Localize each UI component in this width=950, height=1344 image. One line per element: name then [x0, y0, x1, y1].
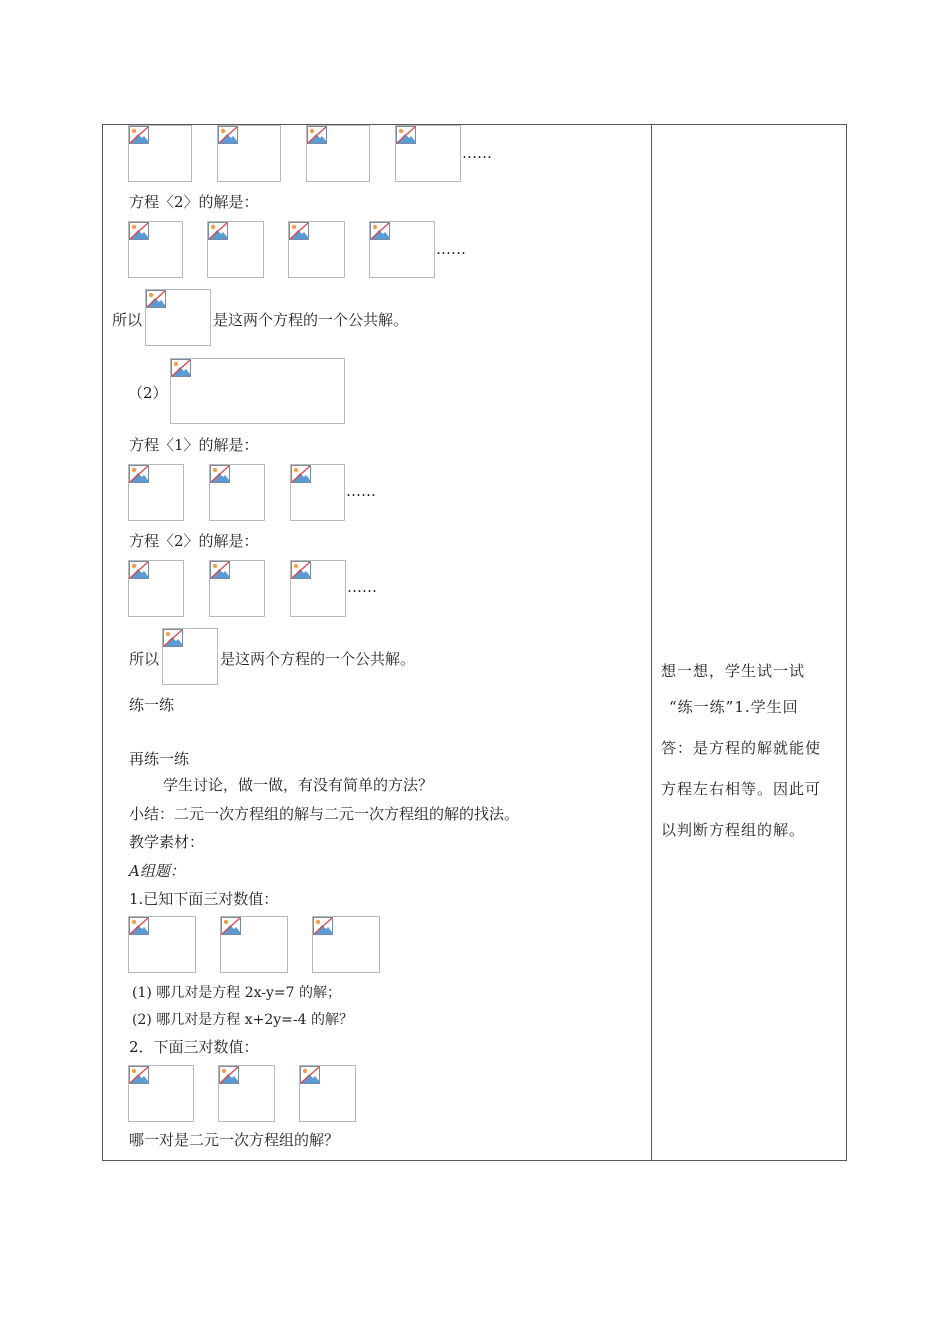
practice-again-heading: 再练一练 [129, 750, 190, 768]
formula-image [218, 1065, 275, 1122]
broken-image-icon [129, 561, 149, 579]
equation-1-solutions-label: 方程〈1〉的解是： [129, 436, 259, 454]
broken-image-icon [129, 917, 149, 935]
therefore-label: 所以 [112, 311, 143, 329]
common-solution-text: 是这两个方程的一个公共解。 [213, 311, 409, 329]
broken-image-icon [210, 465, 230, 483]
formula-image [312, 916, 380, 973]
formula-image [207, 221, 264, 278]
broken-image-icon [129, 465, 149, 483]
formula-image [128, 464, 184, 521]
question-1: 1.已知下面三对数值： [129, 890, 279, 908]
formula-image [220, 916, 288, 973]
broken-image-icon [129, 1066, 149, 1084]
equation-2-solutions-label: 方程〈2〉的解是： [129, 532, 259, 550]
formula-image [128, 125, 192, 182]
formula-image [162, 628, 218, 685]
broken-image-icon [289, 222, 309, 240]
broken-image-icon [370, 222, 390, 240]
broken-image-icon [307, 126, 327, 144]
question-1-part-1: (1) 哪几对是方程 2x-y=7 的解； [132, 985, 342, 1001]
common-solution-text: 是这两个方程的一个公共解。 [220, 650, 416, 668]
material-heading: 教学素材： [129, 833, 205, 851]
formula-image [209, 464, 265, 521]
ellipsis: …… [462, 144, 492, 162]
broken-image-icon [146, 290, 166, 308]
question-1-part-2: (2) 哪几对是方程 x+2y=-4 的解？ [132, 1012, 353, 1028]
broken-image-icon [210, 561, 230, 579]
formula-image [128, 560, 184, 617]
formula-image [145, 289, 211, 346]
part-2-label: （2） [128, 384, 168, 402]
formula-image [128, 916, 196, 973]
formula-image [288, 221, 345, 278]
formula-image [299, 1065, 356, 1122]
formula-image [209, 560, 265, 617]
formula-image [290, 464, 345, 521]
group-a-heading: A组题： [129, 862, 185, 880]
broken-image-icon [221, 917, 241, 935]
broken-image-icon [291, 561, 311, 579]
formula-image [217, 125, 281, 182]
question-2-ask: 哪一对是二元一次方程组的解？ [129, 1131, 340, 1149]
broken-image-icon [163, 629, 183, 647]
formula-image [290, 560, 346, 617]
ellipsis: …… [347, 578, 377, 596]
formula-image [395, 125, 461, 182]
broken-image-icon [396, 126, 416, 144]
equation-2-solutions-label: 方程〈2〉的解是： [129, 193, 259, 211]
notes-line: “练一练”1.学生回 [669, 698, 799, 716]
broken-image-icon [171, 359, 191, 377]
formula-image [306, 125, 370, 182]
equation-system-image [170, 358, 345, 424]
ellipsis: …… [436, 240, 466, 258]
notes-line: 想一想，学生试一试 [661, 662, 806, 680]
broken-image-icon [313, 917, 333, 935]
broken-image-icon [129, 222, 149, 240]
broken-image-icon [291, 465, 311, 483]
broken-image-icon [219, 1066, 239, 1084]
ellipsis: …… [346, 482, 376, 500]
question-2: 2．下面三对数值： [129, 1038, 259, 1056]
formula-image [128, 221, 183, 278]
discussion-text: 学生讨论，做一做，有没有简单的方法？ [163, 776, 434, 794]
practice-heading: 练一练 [129, 696, 175, 714]
formula-image [369, 221, 435, 278]
broken-image-icon [208, 222, 228, 240]
broken-image-icon [129, 126, 149, 144]
formula-image [128, 1065, 194, 1122]
summary-text: 小结：二元一次方程组的解与二元一次方程组的解的找法。 [129, 805, 520, 823]
notes-line: 以判断方程组的解。 [661, 821, 806, 839]
notes-line: 方程左右相等。因此可 [661, 780, 822, 798]
column-divider [651, 124, 652, 1161]
therefore-label: 所以 [129, 650, 160, 668]
notes-line: 答：是方程的解就能使 [661, 739, 822, 757]
broken-image-icon [300, 1066, 320, 1084]
broken-image-icon [218, 126, 238, 144]
